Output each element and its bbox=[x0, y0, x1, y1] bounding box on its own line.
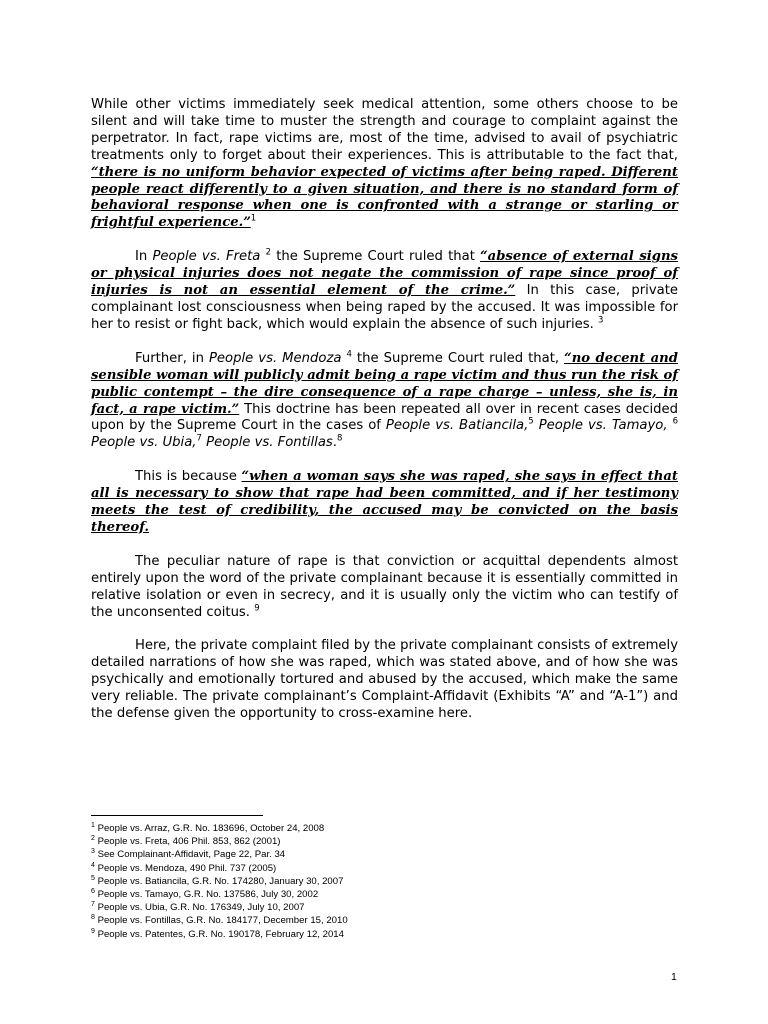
footnote-text: People vs. Patentes, G.R. No. 190178, February 12, 2014 bbox=[94, 928, 344, 940]
footnote-text: People vs. Fontillas, G.R. No. 184177, December 15, 2010 bbox=[94, 915, 348, 927]
case-name: People vs. Fontillas bbox=[206, 435, 333, 451]
emphasized-quote: “no decent and sensible woman will publicly admit being a rape victim and thus run the risk of public contempt – the dire consequence of a rape charge – unless, she is, in fact, a rape victim.” bbox=[91, 350, 678, 417]
footnote-ref[interactable]: 6 bbox=[672, 417, 678, 428]
footnote-number: 1 bbox=[91, 821, 95, 829]
paragraph-text: . bbox=[332, 435, 337, 451]
case-name: People vs. Mendoza bbox=[208, 350, 342, 366]
paragraph-1 bbox=[91, 97, 678, 232]
footnotes-list bbox=[91, 822, 678, 941]
paragraph-text: The peculiar nature of rape is that conviction or acquittal dependents almost entirely upon the word of the private complainant because it is essentially committed in relative isolation or even in secrecy, and it is usually only the victim who can testify of the unconsented coitus. bbox=[91, 553, 678, 620]
footnote-item bbox=[91, 901, 678, 914]
footnote-number: 5 bbox=[91, 874, 95, 882]
case-name: People vs. Freta bbox=[152, 249, 261, 265]
footnote-number: 4 bbox=[91, 861, 95, 869]
emphasized-quote: “there is no uniform behavior expected of victims after being raped. Different people react differently to a given situation, and there is no standard form of behavioral response when one is confronted with a strange or starling or frightful experience.” bbox=[91, 164, 678, 231]
paragraph-text: the Supreme Court ruled that, bbox=[351, 350, 565, 366]
emphasized-quote: “when a woman says she was raped, she says in effect that all is necessary to show that rape had been committed, and if her testimony meets the test of credibility, the accused may be convicted on the basis thereof. bbox=[91, 469, 678, 535]
paragraph-text: This doctrine has been repeated all over in recent cases decided upon by the Supreme Court in the cases of bbox=[91, 401, 678, 434]
footnote-text: See Complainant-Affidavit, Page 22, Par. 34 bbox=[94, 849, 286, 861]
footnote-item bbox=[91, 848, 678, 861]
paragraph-2 bbox=[91, 249, 678, 334]
footnote-text: People vs. Tamayo, G.R. No. 137586, July 30, 2002 bbox=[94, 889, 319, 901]
paragraph-6 bbox=[91, 638, 678, 723]
footnote-item bbox=[91, 888, 678, 901]
paragraph-5 bbox=[91, 554, 678, 622]
paragraph-text: the Supreme Court ruled that bbox=[271, 249, 481, 265]
footnote-number: 2 bbox=[91, 835, 95, 843]
document-body bbox=[91, 97, 678, 740]
footnote-item bbox=[91, 875, 678, 888]
paragraph-text: This is because bbox=[135, 469, 242, 485]
footnote-number: 7 bbox=[91, 901, 95, 909]
footnote-text: People vs. Arraz, G.R. No. 183696, October 24, 2008 bbox=[94, 823, 325, 834]
footnote-number: 3 bbox=[91, 848, 95, 856]
emphasized-quote: “absence of external signs or physical injuries does not negate the commission of rape since proof of injuries is not an essential element of the crime.” bbox=[91, 249, 678, 299]
paragraph-text: In this case, private complainant lost consciousness when being raped by the accused. It was impossible for her to resist or fight back, which would explain the absence of such injuries. bbox=[91, 283, 678, 332]
paragraph-4 bbox=[91, 469, 678, 537]
case-name: People vs. Batiancila, bbox=[385, 418, 529, 434]
paragraph-text: In bbox=[135, 249, 153, 265]
footnote-text: People vs. Ubia, G.R. No. 176349, July 10, 2007 bbox=[94, 902, 305, 914]
case-name: People vs. Ubia, bbox=[91, 435, 197, 451]
paragraph-text: Further, in bbox=[135, 350, 209, 366]
footnote-text: People vs. Freta, 406 Phil. 853, 862 (2001) bbox=[94, 836, 281, 848]
footnote-item bbox=[91, 822, 678, 835]
footnote-ref[interactable]: 9 bbox=[254, 603, 260, 614]
footnote-ref[interactable]: 7 bbox=[196, 433, 202, 444]
footnote-divider bbox=[91, 815, 263, 816]
footnote-item bbox=[91, 928, 678, 941]
paragraph-3 bbox=[91, 351, 678, 452]
footnote-ref[interactable]: 8 bbox=[337, 433, 343, 444]
footnote-item bbox=[91, 835, 678, 848]
footnote-ref[interactable]: 4 bbox=[346, 349, 352, 360]
footnote-item bbox=[91, 862, 678, 875]
paragraph-text: Here, the private complaint filed by the private complainant consists of extremely detailed narrations of how she was raped, which was stated above, and of how she was psychically and emotionally tortured and abused by the accused, which make the same very reliable. The private complainant’s Complaint-Affidavit (Exhibits “A” and “A-1”) and the defense given the opportunity to cross-examine here. bbox=[91, 638, 678, 722]
footnote-number: 8 bbox=[91, 914, 95, 922]
footnote-number: 9 bbox=[91, 927, 95, 935]
footnote-number: 6 bbox=[91, 887, 95, 895]
paragraph-text: While other victims immediately seek medical attention, some others choose to be silent and will take time to muster the strength and courage to complaint against the perpetrator. In fact, rape victims are, most of the time, advised to avail of psychiatric treatments only to forget about their experiences. This is attributable to the fact that, bbox=[91, 97, 678, 163]
footnote-ref[interactable]: 1 bbox=[250, 213, 257, 224]
footnote-ref[interactable]: 3 bbox=[598, 315, 604, 326]
page-number: 1 bbox=[671, 971, 677, 983]
footnote-text: People vs. Batiancila, G.R. No. 174280, January 30, 2007 bbox=[94, 875, 344, 887]
footnote-ref[interactable]: 2 bbox=[265, 247, 271, 258]
footnote-text: People vs. Mendoza, 490 Phil. 737 (2005) bbox=[94, 862, 277, 874]
footnote-ref[interactable]: 5 bbox=[528, 417, 534, 428]
footnote-item bbox=[91, 914, 678, 927]
case-name: People vs. Tamayo, bbox=[538, 418, 668, 434]
